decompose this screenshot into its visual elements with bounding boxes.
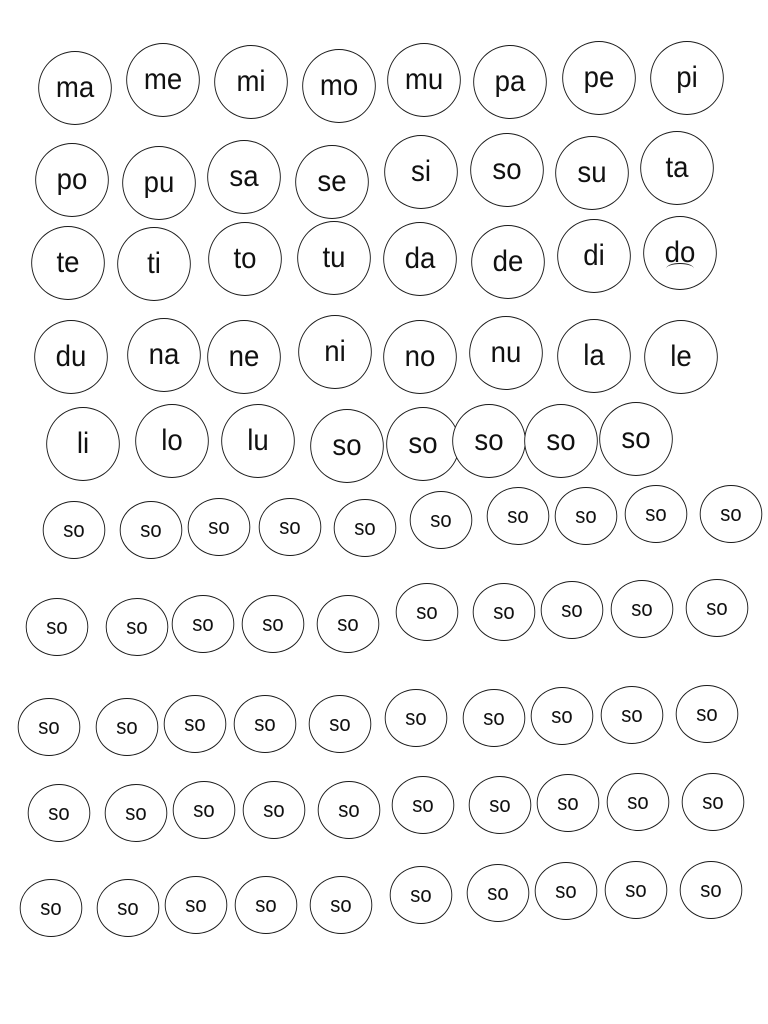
syllable-label: so: [645, 501, 667, 526]
syllable-label: ne: [228, 340, 260, 373]
syllable-label: si: [411, 155, 431, 188]
syllable-circle: [18, 698, 81, 756]
syllable-label: so: [38, 714, 60, 739]
syllable-label: so: [408, 427, 438, 460]
syllable-circle: [640, 131, 714, 205]
syllable-circle: [392, 776, 455, 834]
syllable-circle: [309, 695, 372, 753]
syllable-label: so: [575, 503, 597, 528]
syllable-circle: [390, 866, 453, 924]
syllable-circle: [562, 41, 636, 115]
syllable-circle: [387, 43, 461, 117]
syllable-label: so: [63, 517, 85, 542]
syllable-circle: [46, 407, 120, 481]
syllable-label: so: [208, 514, 230, 539]
syllable-label: so: [337, 611, 359, 636]
syllable-label: so: [625, 877, 647, 902]
syllable-label: so: [492, 153, 522, 186]
syllable-label: so: [125, 800, 147, 825]
syllable-circle: [34, 320, 108, 394]
syllable-circle: [650, 41, 724, 115]
syllable-label: so: [430, 507, 452, 532]
syllable-label: so: [561, 597, 583, 622]
syllable-label: do: [664, 236, 696, 269]
syllable-label: pe: [583, 61, 615, 94]
syllable-circle: [242, 595, 305, 653]
syllable-label: nu: [490, 336, 522, 369]
syllable-circle: [31, 226, 105, 300]
syllable-circle: [555, 487, 618, 545]
syllable-circle: [207, 320, 281, 394]
syllable-label: so: [551, 703, 573, 728]
syllable-label: so: [330, 892, 352, 917]
syllable-circle: [106, 598, 169, 656]
syllable-circle: [43, 501, 106, 559]
syllable-circle: [297, 221, 371, 295]
syllable-label: pi: [676, 61, 698, 94]
syllable-label: so: [117, 895, 139, 920]
syllable-circle: [682, 773, 745, 831]
syllable-circle: [259, 498, 322, 556]
syllable-label: su: [577, 156, 607, 189]
syllable-label: so: [40, 895, 62, 920]
syllable-circle: [165, 876, 228, 934]
syllable-label: ta: [665, 151, 689, 184]
syllable-circle: [173, 781, 236, 839]
syllable-circle: [469, 776, 532, 834]
syllable-circle: [644, 320, 718, 394]
syllable-circle: [221, 404, 295, 478]
syllable-circle: [605, 861, 668, 919]
syllable-label: so: [255, 892, 277, 917]
syllable-label: da: [404, 242, 436, 275]
syllable-circle: [208, 222, 282, 296]
syllable-label: de: [492, 245, 524, 278]
syllable-label: so: [332, 429, 362, 462]
syllable-circle: [310, 409, 384, 483]
syllable-label: ma: [55, 71, 95, 104]
syllable-circle: [676, 685, 739, 743]
syllable-label: no: [404, 340, 436, 373]
syllable-label: so: [126, 614, 148, 639]
syllable-circle: [234, 695, 297, 753]
syllable-label: so: [263, 797, 285, 822]
syllable-label: so: [706, 595, 728, 620]
syllable-label: so: [185, 892, 207, 917]
syllable-circle: [172, 595, 235, 653]
syllable-circle: [625, 485, 688, 543]
syllable-label: so: [262, 611, 284, 636]
syllable-circle: [473, 45, 547, 119]
syllable-circle: [700, 485, 763, 543]
syllable-label: ni: [324, 335, 346, 368]
syllable-circle: [207, 140, 281, 214]
syllable-circle: [97, 879, 160, 937]
syllable-label: to: [233, 242, 257, 275]
syllable-circle: [214, 45, 288, 119]
syllable-label: so: [621, 422, 651, 455]
syllable-label: di: [583, 239, 605, 272]
syllable-label: so: [405, 705, 427, 730]
syllable-circle: [117, 227, 191, 301]
syllable-circle: [643, 216, 717, 290]
syllable-label: so: [412, 792, 434, 817]
syllable-label: so: [621, 702, 643, 727]
syllable-label: so: [184, 711, 206, 736]
syllable-label: so: [46, 614, 68, 639]
syllable-circle: [295, 145, 369, 219]
syllable-circle: [487, 487, 550, 545]
syllable-circle: [467, 864, 530, 922]
arc-mark: [666, 263, 694, 274]
syllable-label: so: [483, 705, 505, 730]
syllable-circle: [122, 146, 196, 220]
syllable-circle: [463, 689, 526, 747]
syllable-circle: [384, 135, 458, 209]
syllable-circle: [38, 51, 112, 125]
syllable-circle: [188, 498, 251, 556]
syllable-label: le: [670, 340, 692, 373]
syllable-circle: [235, 876, 298, 934]
syllable-label: la: [583, 339, 605, 372]
syllable-circle: [541, 581, 604, 639]
syllable-label: mi: [236, 65, 266, 98]
syllable-label: so: [48, 800, 70, 825]
syllable-label: li: [76, 427, 90, 460]
syllable-circle: [164, 695, 227, 753]
syllable-label: so: [546, 424, 576, 457]
syllable-label: lo: [161, 424, 183, 457]
syllable-circle: [28, 784, 91, 842]
syllable-label: so: [193, 797, 215, 822]
syllable-label: so: [140, 517, 162, 542]
syllable-label: so: [700, 877, 722, 902]
syllable-circle: [611, 580, 674, 638]
syllable-circle: [298, 315, 372, 389]
syllable-circle: [127, 318, 201, 392]
syllable-circle: [383, 320, 457, 394]
syllable-circle: [334, 499, 397, 557]
syllable-label: se: [317, 165, 347, 198]
syllable-circle: [607, 773, 670, 831]
syllable-circle: [524, 404, 598, 478]
syllable-label: mu: [404, 63, 444, 96]
syllable-label: so: [696, 701, 718, 726]
syllable-label: so: [410, 882, 432, 907]
syllable-label: te: [56, 246, 80, 279]
syllable-label: ti: [147, 247, 161, 280]
syllable-label: pa: [494, 65, 526, 98]
syllable-circle: [126, 43, 200, 117]
syllable-circle: [555, 136, 629, 210]
syllable-circle: [473, 583, 536, 641]
syllable-circle: [557, 219, 631, 293]
syllable-label: so: [489, 792, 511, 817]
syllable-label: so: [493, 599, 515, 624]
syllable-circle: [601, 686, 664, 744]
syllable-label: sa: [229, 160, 259, 193]
syllable-circle: [317, 595, 380, 653]
syllable-label: so: [338, 797, 360, 822]
syllable-circle: [557, 319, 631, 393]
syllable-label: pu: [143, 166, 175, 199]
syllable-label: na: [148, 338, 180, 371]
syllable-label: so: [555, 878, 577, 903]
syllable-circle: [386, 407, 460, 481]
syllable-label: so: [631, 596, 653, 621]
syllable-circle: [537, 774, 600, 832]
syllable-circle: [396, 583, 459, 641]
syllable-label: po: [56, 163, 88, 196]
syllable-circle: [680, 861, 743, 919]
syllable-circle: [599, 402, 673, 476]
syllable-label: so: [487, 880, 509, 905]
syllable-label: me: [143, 63, 183, 96]
syllable-label: so: [354, 515, 376, 540]
syllable-circle: [135, 404, 209, 478]
syllable-label: du: [55, 340, 87, 373]
syllable-circle: [469, 316, 543, 390]
syllable-circle: [120, 501, 183, 559]
syllable-label: so: [702, 789, 724, 814]
syllable-circle: [26, 598, 89, 656]
syllable-label: so: [507, 503, 529, 528]
syllable-circle: [310, 876, 373, 934]
syllable-circle: [96, 698, 159, 756]
syllable-circle: [35, 143, 109, 217]
syllable-label: so: [279, 514, 301, 539]
syllable-circle: [243, 781, 306, 839]
syllable-label: so: [192, 611, 214, 636]
syllable-circle: [302, 49, 376, 123]
syllable-label: so: [329, 711, 351, 736]
syllable-label: so: [627, 789, 649, 814]
syllable-circle: [535, 862, 598, 920]
syllable-label: tu: [322, 241, 346, 274]
syllable-label: so: [557, 790, 579, 815]
syllable-circle: [383, 222, 457, 296]
syllable-circle: [471, 225, 545, 299]
syllable-label: mo: [319, 69, 359, 102]
syllable-circle: [410, 491, 473, 549]
syllable-circle: [20, 879, 83, 937]
syllable-label: so: [416, 599, 438, 624]
syllable-label: so: [116, 714, 138, 739]
syllable-circle: [385, 689, 448, 747]
syllable-circle: [318, 781, 381, 839]
syllable-label: so: [254, 711, 276, 736]
syllable-circle: [452, 404, 526, 478]
syllable-circle: [105, 784, 168, 842]
syllable-label: so: [720, 501, 742, 526]
syllable-label: lu: [247, 424, 269, 457]
syllable-label: so: [474, 424, 504, 457]
syllable-circle: [470, 133, 544, 207]
syllable-circle: [686, 579, 749, 637]
syllable-circle: [531, 687, 594, 745]
